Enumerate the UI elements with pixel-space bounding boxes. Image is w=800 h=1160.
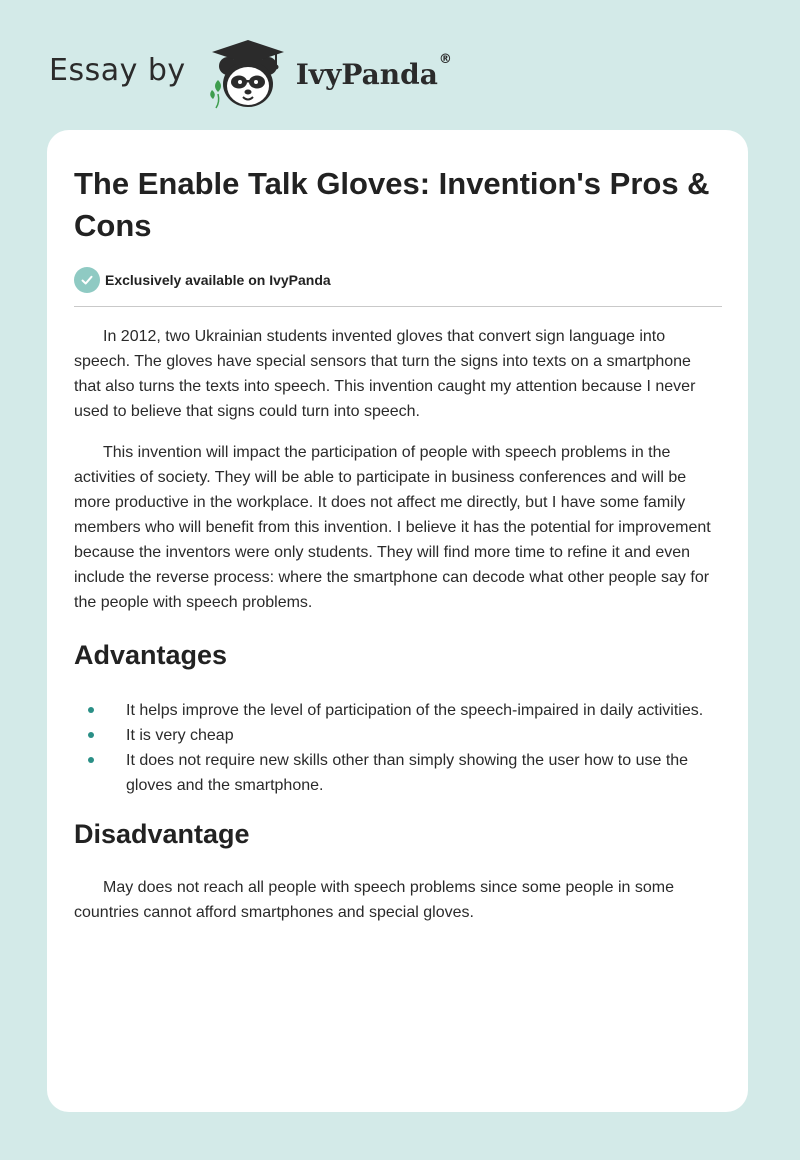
site-brand [49,36,452,110]
exclusive-label: Exclusively available on IvyPanda [105,272,331,288]
body-paragraph: This invention will impact the participation of people with speech problems in the activities of society. They will be able to participate in business conferences and will be more productive in the workplace. It does not affect me directly, but I have some family members who will benefit from this invention. I believe it has the potential for improvement because the inventors were only students. They will find more time to refine it and even include the reverse process: where the smartphone can decode what other people say for the people with speech problems. [74,444,711,611]
body-paragraph: In 2012, two Ukrainian students invented gloves that convert sign language into speech. The gloves have special sensors that turn the signs into texts on a smartphone that also turns the texts into speech. This invention caught my attention because I never used to believe that signs could turn into speech. [74,328,696,420]
list-item-text: It is very cheap [126,727,234,744]
title-divider [74,306,722,307]
bullet-icon [88,707,94,713]
list-item [74,698,722,723]
brand-prefix: Essay by [49,52,186,88]
essay-card [47,130,748,1112]
list-item [74,748,722,798]
exclusive-badge [74,267,722,293]
registered-mark: ® [438,51,452,67]
body-paragraph: May does not reach all people with speech problems since some people in some countries cannot afford smartphones and special gloves. [74,879,674,921]
essay-title: The Enable Talk Gloves: Invention's Pros & Cons [74,166,710,243]
list-item [74,723,722,748]
essay-content [74,163,722,925]
disadvantage-heading: Disadvantage [74,819,250,849]
bullet-icon [88,732,94,738]
check-icon [74,267,100,293]
advantages-list [74,698,722,798]
advantages-heading: Advantages [74,640,228,670]
panda-logo-icon [204,36,290,110]
list-item-text: It does not require new skills other than simply showing the user how to use the gloves and the smartphone. [126,752,689,794]
brand-name: IvyPanda® [295,51,452,91]
list-item-text: It helps improve the level of participation of the speech-impaired in daily activities. [126,702,704,719]
bullet-icon [88,757,94,763]
